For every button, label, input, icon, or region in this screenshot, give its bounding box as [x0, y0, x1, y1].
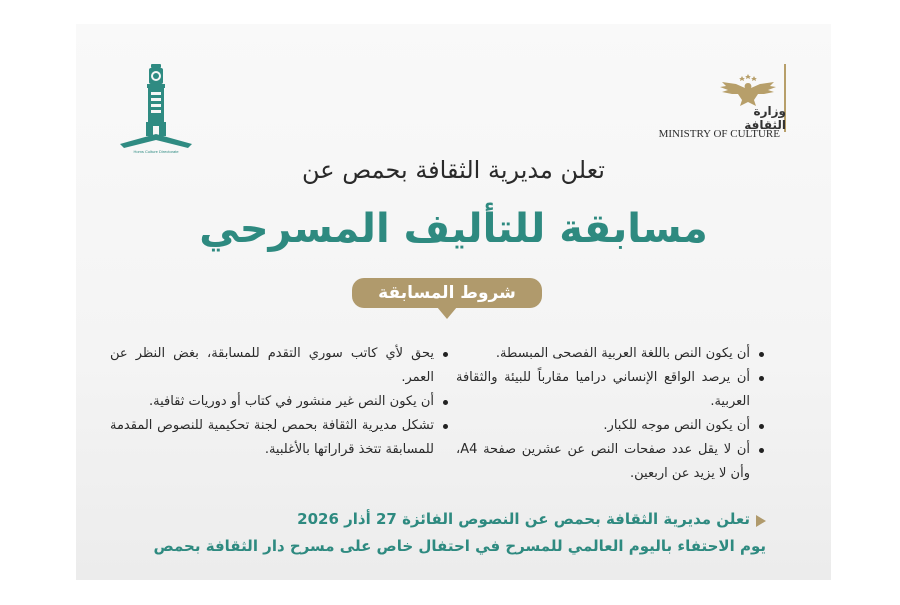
conditions-badge: شروط المسابقة [352, 278, 542, 308]
condition-item: أن يكون النص موجه للكبار. [456, 414, 750, 438]
announcement-line-1: تعلن مديرية الثقافة بحمص عن النصوص الفائزة 27 أذار 2026 [297, 510, 750, 528]
condition-item: أن لا يقل عدد صفحات النص عن عشرين صفحة A4، وأن لا يزيد عن اربعين. [456, 438, 750, 486]
eagle-icon [716, 74, 780, 108]
announcement [106, 506, 766, 560]
announcement-line-2: يوم الاحتفاء باليوم العالمي للمسرح في احتفال خاص على مسرح دار الثقافة بحمص [153, 537, 766, 555]
page-title: مسابقة للتأليف المسرحي [199, 206, 708, 252]
homs-culture-directorate-logo [116, 62, 196, 154]
ministry-name-english: MINISTRY OF CULTURE [658, 128, 780, 140]
condition-item: يحق لأي كاتب سوري التقدم للمسابقة، بغض النظر عن العمر. [110, 342, 434, 390]
condition-item: أن يكون النص غير منشور في كتاب أو دوريات ثقافية. [110, 390, 434, 414]
svg-text:Homs Culture Directorate: Homs Culture Directorate [133, 149, 179, 154]
ministry-name-arabic: وزارة الثقافة [744, 104, 786, 132]
condition-item: تشكل مديرية الثقافة بحمص لجنة تحكيمية للنصوص المقدمة للمسابقة تتخذ قراراتها بالأغلبية. [110, 414, 434, 462]
poster-card [76, 24, 831, 580]
arrow-left-icon [756, 515, 766, 527]
badge-pointer [437, 307, 457, 319]
condition-item: أن يكون النص باللغة العربية الفصحى المبسطة. [456, 342, 750, 366]
conditions-column-right [456, 342, 766, 486]
conditions-column-left [110, 342, 450, 462]
intro-text: تعلن مديرية الثقافة بحمص عن [302, 156, 605, 184]
condition-item: أن يرصد الواقع الإنساني دراميا مقارباً للبيئة والثقافة العربية. [456, 366, 750, 414]
